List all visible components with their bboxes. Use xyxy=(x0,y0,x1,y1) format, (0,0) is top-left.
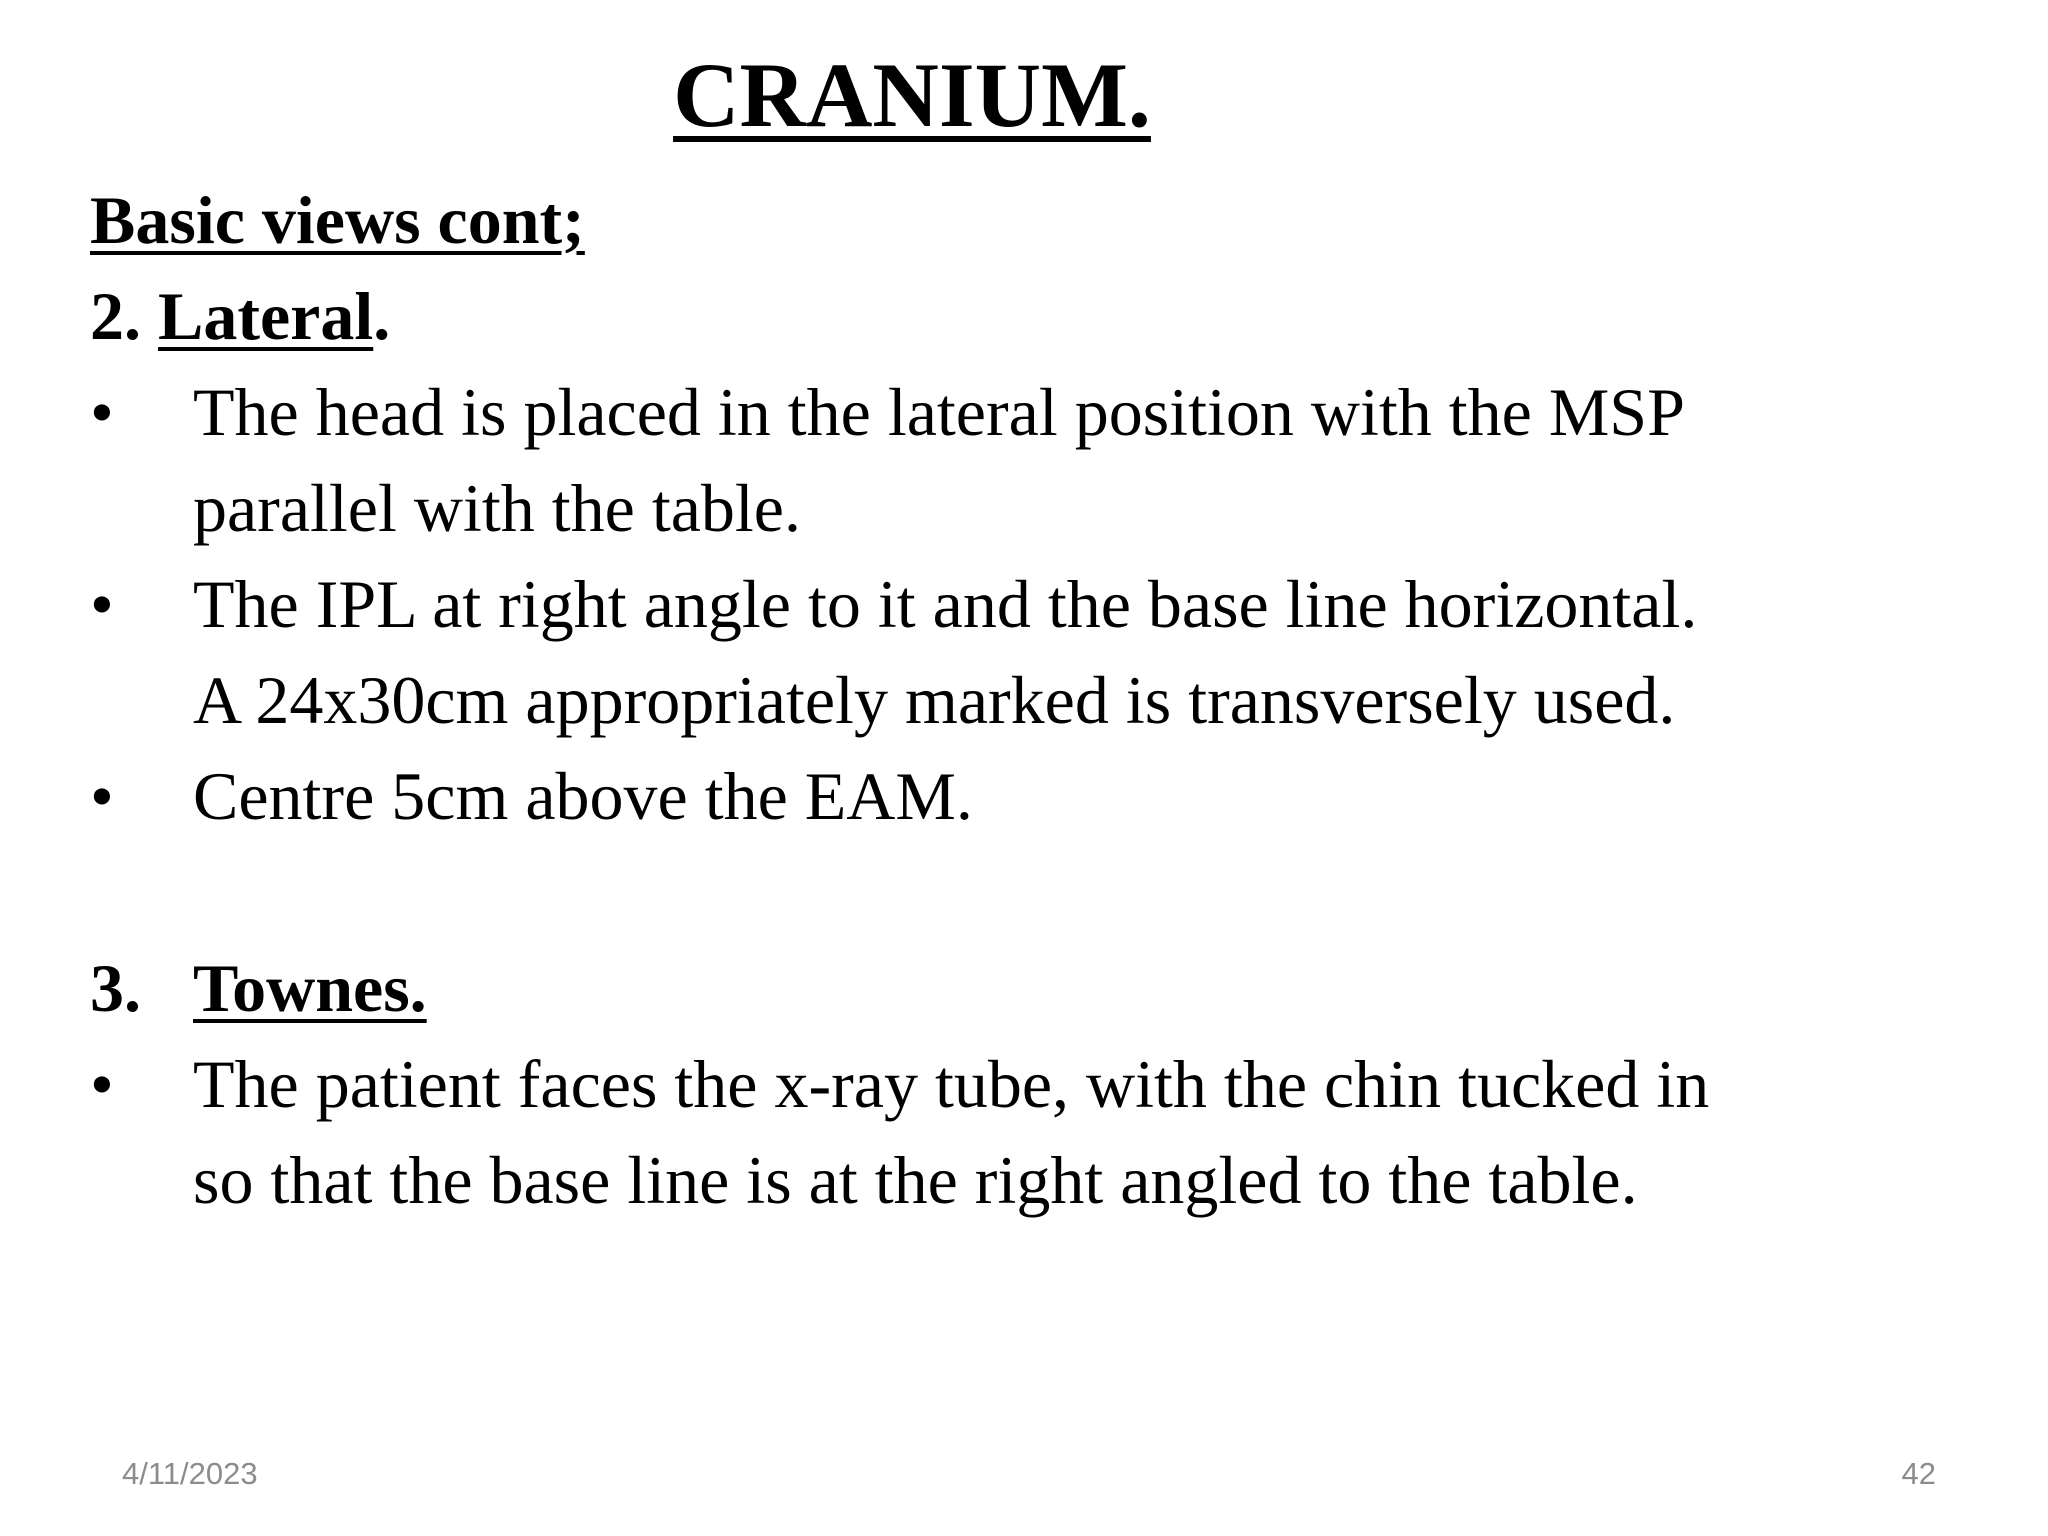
section-number-lateral: 2. xyxy=(90,278,141,354)
bullet-text-line: The IPL at right angle to it and the base line horizontal. xyxy=(193,566,1698,642)
section-heading-lateral xyxy=(90,268,2010,364)
subheading xyxy=(90,172,2010,268)
bullet-text-line: Centre 5cm above the EAM. xyxy=(193,758,973,834)
footer-page-number: 42 xyxy=(1901,1456,1936,1491)
section-label-townes: Townes. xyxy=(193,950,427,1026)
bullet-dot: • xyxy=(90,758,114,834)
bullet-text-line: so that the base line is at the right angled to the table. xyxy=(193,1142,1638,1218)
subheading-text: Basic views cont; xyxy=(90,182,585,258)
bullet-dot: • xyxy=(90,1046,114,1122)
slide-title-text: CRANIUM. xyxy=(673,44,1151,146)
section-punct-lateral: . xyxy=(373,278,391,354)
slide-title xyxy=(0,42,2048,148)
footer-date: 4/11/2023 xyxy=(122,1456,258,1491)
bullet-dot: • xyxy=(90,374,114,450)
bullet-lateral-3 xyxy=(90,748,2010,844)
bullet-lateral-1 xyxy=(90,364,2010,556)
bullet-text-line: parallel with the table. xyxy=(193,470,801,546)
bullet-text-line: The patient faces the x-ray tube, with the chin tucked in xyxy=(193,1046,1710,1122)
bullet-dot: • xyxy=(90,566,114,642)
bullet-lateral-2 xyxy=(90,556,2010,748)
section-label-lateral: Lateral xyxy=(158,278,374,354)
spacer xyxy=(90,844,2010,940)
section-heading-townes xyxy=(90,940,2010,1036)
bullet-townes-1 xyxy=(90,1036,2010,1228)
bullet-text-line: The head is placed in the lateral position with the MSP xyxy=(193,374,1685,450)
bullet-text-line: A 24x30cm appropriately marked is transversely used. xyxy=(193,662,1676,738)
slide-body xyxy=(90,172,2010,1228)
section-number-townes: 3. xyxy=(90,950,141,1026)
